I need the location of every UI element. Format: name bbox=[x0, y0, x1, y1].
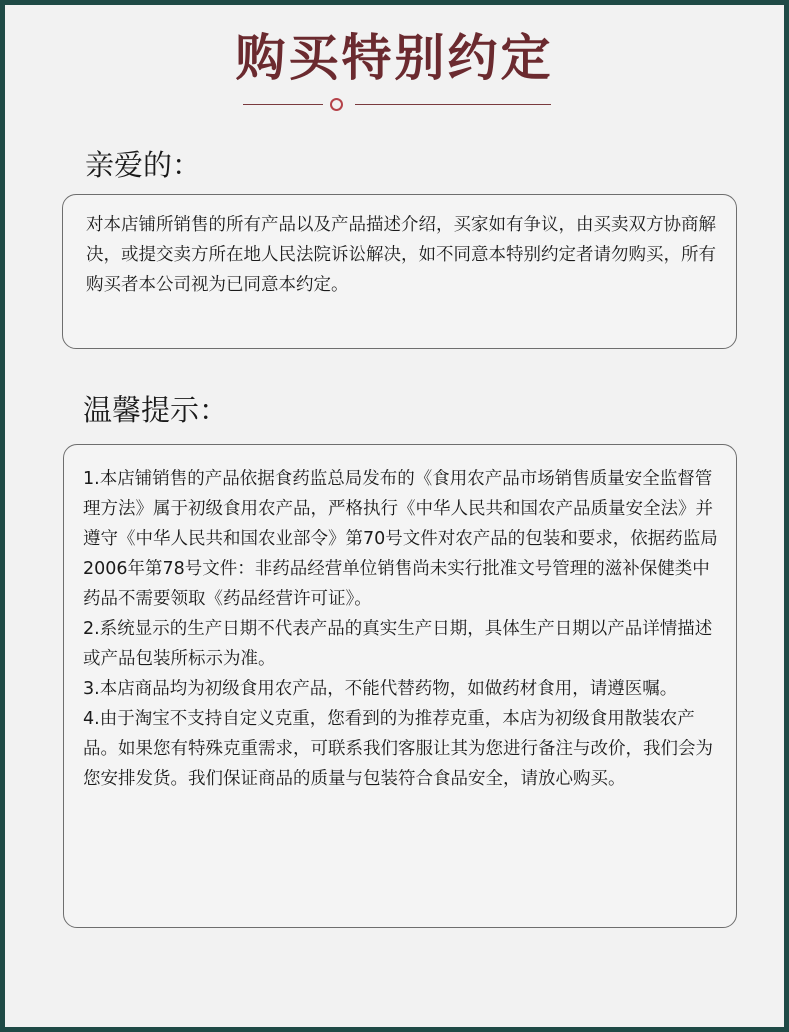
title-divider-right bbox=[355, 104, 551, 105]
title-divider-left bbox=[243, 104, 323, 105]
tips-heading: 温馨提示： bbox=[83, 393, 229, 427]
greeting-heading: 亲爱的： bbox=[85, 148, 202, 182]
tip-item-3: 3.本店商品均为初级食用农产品，不能代替药物，如做药材食用，请遵医嘱。 bbox=[83, 679, 678, 699]
tip-item-4: 4.由于淘宝不支持自定义克重，您看到的为推荐克重，本店为初级食用散装农产品。如果您有特殊克重需求，可联系我们客服让其为您进行备注与改价，我们会为您安排发货。我们保证商品的质量与包装符合食品安全，请放心购买。 bbox=[83, 709, 713, 789]
circle-ornament-icon bbox=[330, 98, 343, 111]
tip-item-2: 2.系统显示的生产日期不代表产品的真实生产日期，具体生产日期以产品详情描述或产品包装所标示为准。 bbox=[83, 619, 713, 669]
tip-item-1: 1.本店铺销售的产品依据食药监总局发布的《食用农产品市场销售质量安全监督管理方法》属于初级食用农产品，严格执行《中华人民共和国农产品质量安全法》并遵守《中华人民共和国农业部令》第70号文件对农产品的包装和要求，依据药监局2006年第78号文件：非药品经营单位销售尚未实行批准文号管理的滋补保健类中药品不需要领取《药品经营许可证》。 bbox=[83, 469, 718, 609]
page-title: 购买特别约定 bbox=[235, 28, 554, 87]
greeting-box bbox=[62, 194, 737, 349]
greeting-text: 对本店铺所销售的所有产品以及产品描述介绍，买家如有争议，由买卖双方协商解决，或提交卖方所在地人民法院诉讼解决，如不同意本特别约定者请勿购买，所有购买者本公司视为已同意本约定。 bbox=[86, 215, 716, 295]
tips-box bbox=[63, 444, 737, 928]
